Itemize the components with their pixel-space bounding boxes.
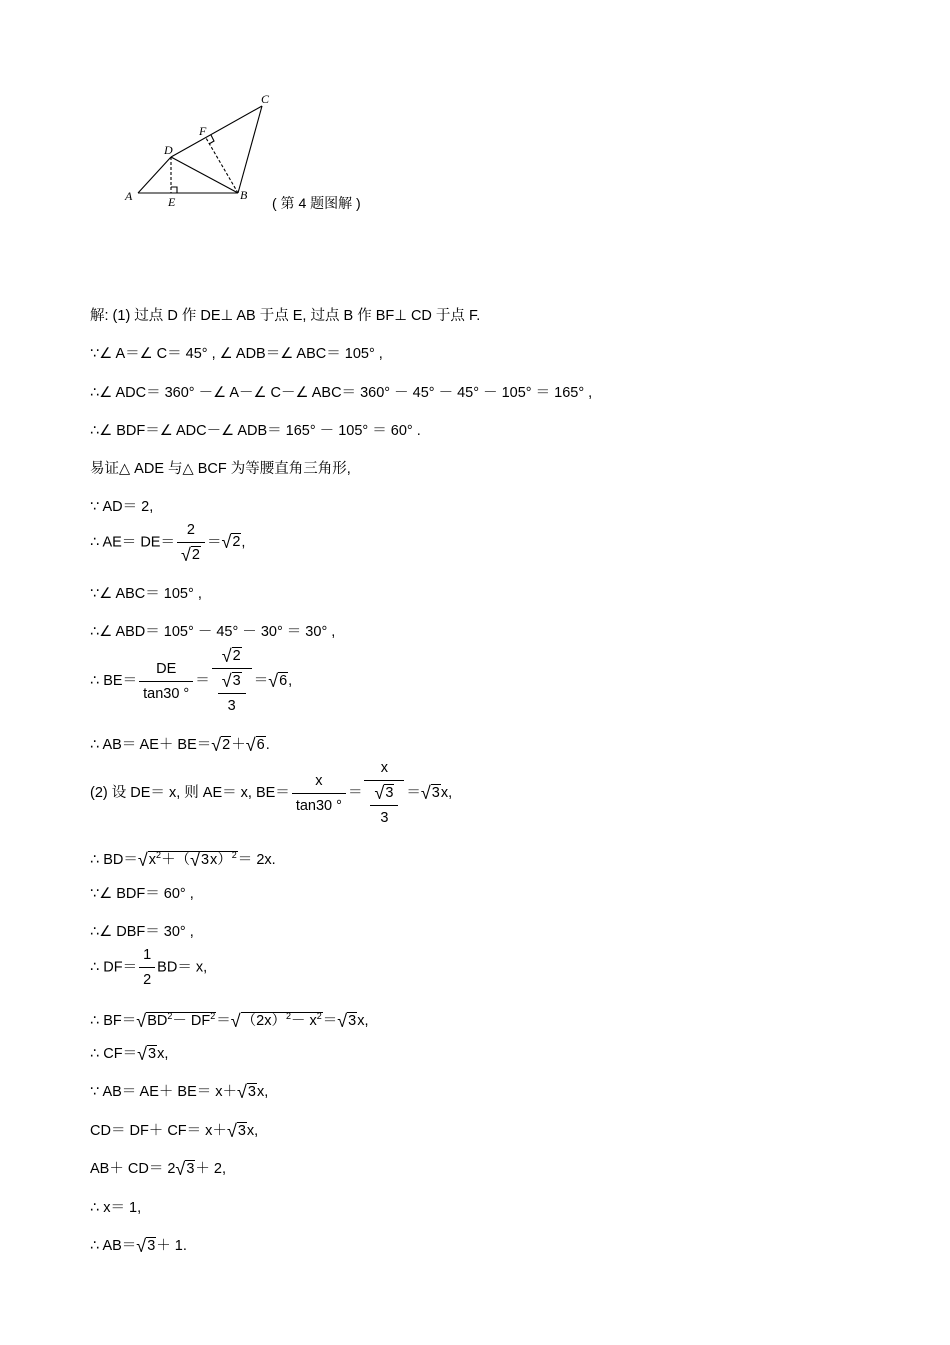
fraction: $\frac{DE}{\tan 30 ^\circ}$	[139, 659, 193, 704]
label-c: C	[261, 92, 270, 106]
solution-line-3: ∴∠ ADC＝ 360° －∠ A－∠ C－∠ ABC＝ 360° － 45° － 45° － 105° ＝ 165° ,	[90, 385, 593, 401]
label-f: F	[199, 124, 207, 138]
solution-line-16: ∴ DF＝ $\frac{1}{2}$ BD＝ x,	[90, 947, 208, 988]
solution-line-12: (2) 设 DE＝ x, 则 AE＝ x, BE＝ $\frac{x}{\tan 30 ^\circ}$ ＝ $\frac{x}{\frac{√3}{3}}$ ＝√3x,	[90, 760, 453, 826]
solution-line-10: ∴ BE＝ $\frac{DE}{\tan 30 ^\circ}$ ＝ $\frac{√2}{\frac{√3}{3}}$ ＝√6,	[90, 646, 293, 714]
solution-line-11: ∴ AB＝ AE＋ BE＝√2＋√6.	[90, 735, 270, 755]
solution-line-13: ∴ $BD=√x^2+(√3x)^2= 2x$.	[90, 849, 276, 870]
figure-caption: ( 第 4 题图解 )	[272, 195, 361, 211]
fraction: $\frac{2}{√2}$	[177, 520, 205, 565]
segment-ad	[138, 157, 171, 193]
solution-line-1: 解: (1) 过点 D 作 DE⊥ AB 于点 E, 过点 B 作 BF⊥ CD 于点 F.	[90, 308, 481, 324]
solution-line-22: ∴ x＝ 1,	[90, 1200, 142, 1216]
solution-line-15: ∴∠ DBF＝ 30° ,	[90, 924, 194, 940]
solution-line-9: ∴∠ ABD＝ 105° － 45° － 30° ＝ 30° ,	[90, 624, 336, 640]
solution-line-21: AB＋ CD＝ 2√3＋ 2,	[90, 1159, 227, 1179]
label-d: D	[164, 143, 173, 157]
fraction: $\frac{x}{\tan 30 ^\circ}$	[292, 771, 346, 816]
solution-line-2: ∵∠ A＝∠ C＝ 45° , ∠ ADB＝∠ ABC＝ 105° ,	[90, 346, 383, 362]
solution-line-6: ∵ AD＝ 2,	[90, 499, 154, 515]
label-a: A	[125, 189, 133, 203]
segment-cb	[238, 106, 262, 193]
solution-line-23: ∴ AB＝√3＋ 1.	[90, 1236, 187, 1256]
solution-line-18: ∴ CF＝√3x,	[90, 1044, 169, 1064]
solution-line-4: ∴∠ BDF＝∠ ADC－∠ ADB＝ 165° － 105° ＝ 60° .	[90, 423, 421, 439]
fraction: $\frac{x}{\frac{√3}{3}}$	[364, 758, 404, 828]
label-b: B	[240, 188, 248, 202]
fraction: $\frac{√2}{\frac{√3}{3}}$	[212, 646, 252, 716]
solution-line-8: ∵∠ ABC＝ 105° ,	[90, 586, 202, 602]
solution-line-14: ∵∠ BDF＝ 60° ,	[90, 886, 194, 902]
right-angle-mark-f	[209, 135, 214, 144]
solution-line-20: CD＝ DF＋ CF＝ x＋√3x,	[90, 1121, 259, 1141]
segment-dc	[171, 106, 262, 157]
solution-line-7: ∴ AE＝ DE＝ $\frac{2}{√2}$ ＝√2,	[90, 522, 246, 565]
sqrt: √2	[221, 532, 241, 553]
solution-line-19: ∵ AB＝ AE＋ BE＝ x＋√3x,	[90, 1082, 269, 1102]
solution-line-17: ∴ $BF=√BD^2- DF^2=√(2x)^2- x^2=√3x$,	[90, 1010, 369, 1031]
solution-line-5: 易证△ ADE 与△ BCF 为等腰直角三角形,	[90, 461, 351, 477]
triangle-figure	[118, 88, 288, 213]
right-angle-mark-e	[171, 187, 177, 193]
fraction: $\frac{1}{2}$	[139, 945, 155, 990]
label-e: E	[168, 195, 176, 209]
